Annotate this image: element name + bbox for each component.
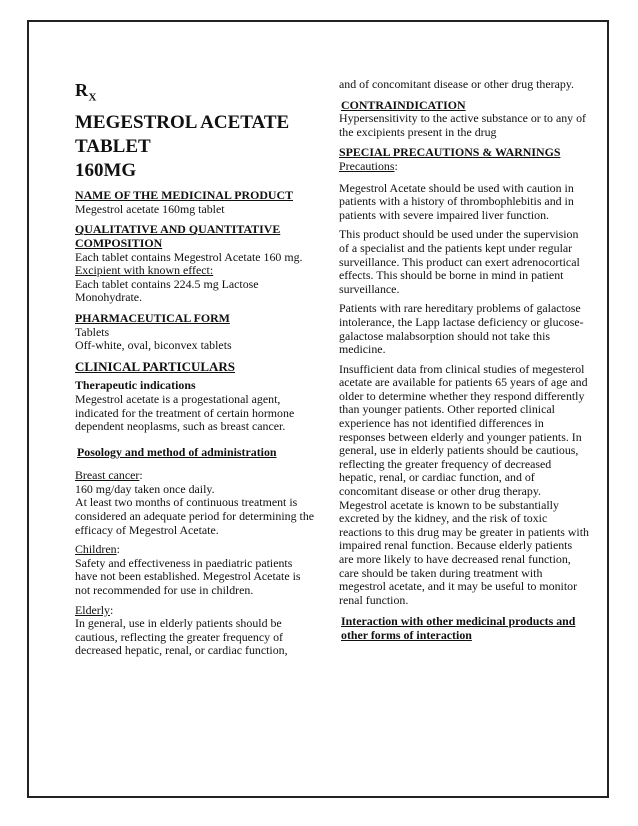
precautions-label: Precautions: [339, 158, 395, 173]
title-line-1: MEGESTROL ACETATE: [75, 112, 290, 134]
rx-main: R: [75, 80, 89, 100]
name-heading: NAME OF THE MEDICINAL PRODUCT: [75, 188, 294, 203]
right-column: [339, 78, 589, 643]
product-title: [75, 111, 315, 183]
form-line-1: Tablets: [75, 324, 110, 339]
posology-heading: Posology and method of administration: [77, 444, 277, 459]
children-colon: :: [116, 542, 120, 557]
precautions-paragraph-1: Megestrol Acetate should be used with caution in patients with a history of thrombophlebitis and in patients with severe impaired liver function.: [339, 180, 574, 222]
rx-symbol: [75, 80, 315, 105]
breast-cancer-section: [75, 469, 315, 537]
precautions-paragraph-2: This product should be used under the supervision of a specialist and the patients kept under regular surveillance. This product can exert adrenocortical effects. This should be borne in mind in patient surveillance.: [339, 227, 580, 296]
special-precautions-heading: SPECIAL PRECAUTIONS & WARNINGS: [339, 145, 561, 160]
continued-text: and of concomitant disease or other drug therapy.: [339, 77, 574, 91]
indications-heading: Therapeutic indications: [75, 378, 196, 393]
contraindication-text: Hypersensitivity to the active substance or to any of the excipients present in the drug: [339, 111, 586, 139]
precautions-paragraph-3: Patients with rare hereditary problems of galactose intolerance, the Lapp lactase deficiency or glucose-galactose malabsorption should not take this medicine.: [339, 301, 584, 357]
contraindication-heading: CONTRAINDICATION: [341, 97, 466, 112]
document-page: [27, 20, 609, 798]
elderly-label: Elderly: [75, 602, 110, 617]
title-line-3: 160MG: [75, 160, 137, 182]
left-column: [75, 80, 315, 658]
composition-text: Each tablet contains Megestrol Acetate 160 mg.: [75, 249, 303, 264]
elderly-section: [75, 604, 315, 658]
children-text: Safety and effectiveness in paediatric patients have not been established. Megestrol Acetate is not recommended for use in children.: [75, 555, 301, 598]
excipient-text: Each tablet contains 224.5 mg Lactose Monohydrate.: [75, 276, 259, 305]
indications-text: Megestrol acetate is a progestational agent, indicated for the treatment of certain hormone dependent neoplasms, such as breast cancer.: [75, 391, 295, 434]
breast-cancer-text: At least two months of continuous treatment is considered an adequate period for determining the efficacy of Megestrol Acetate.: [75, 495, 315, 537]
precautions-colon: :: [394, 158, 398, 173]
form-line-2: Off-white, oval, biconvex tablets: [75, 338, 232, 353]
breast-cancer-colon: :: [139, 468, 143, 483]
interaction-heading: Interaction with other medicinal products and other forms of interaction: [341, 614, 576, 642]
excipient-label: Excipient with known effect:: [75, 263, 214, 278]
children-label: Children: [75, 542, 117, 557]
elderly-colon: :: [110, 602, 114, 617]
name-text: Megestrol acetate 160mg tablet: [75, 201, 225, 216]
title-line-2: TABLET: [75, 136, 151, 158]
children-section: [75, 543, 315, 597]
breast-cancer-dose: 160 mg/day taken once daily.: [75, 481, 215, 496]
clinical-heading: CLINICAL PARTICULARS: [75, 358, 236, 374]
precautions-paragraph-4: Insufficient data from clinical studies of megesterol acetate are available for patients 65 years of age and older to determine whether they respond differently than younger patients. Other reported clinical experience has not identified differences in responses between elderly and younger patients. In general, use in elderly patients should be cautious, reflecting the greater frequency of decreased hepatic, renal, or cardiac function, and of concomitant disease or other drug therapy. Megestrol acetate is known to be substantially excreted by the kidney, and the risk of toxic reactions to this drug may be greater in patients with impaired renal function. Because elderly patients are more likely to have decreased renal function, care should be taken during treatment with megestrol acetate, and it may be useful to monitor renal function.: [339, 361, 589, 607]
composition-heading: QUALITATIVE AND QUANTITATIVE COMPOSITION: [75, 222, 281, 250]
elderly-text: In general, use in elderly patients should be cautious, reflecting the greater frequency of decreased hepatic, renal, or cardiac function,: [75, 616, 288, 658]
form-heading: PHARMACEUTICAL FORM: [75, 310, 230, 325]
rx-sub: X: [88, 91, 97, 104]
breast-cancer-label: Breast cancer: [75, 468, 140, 483]
